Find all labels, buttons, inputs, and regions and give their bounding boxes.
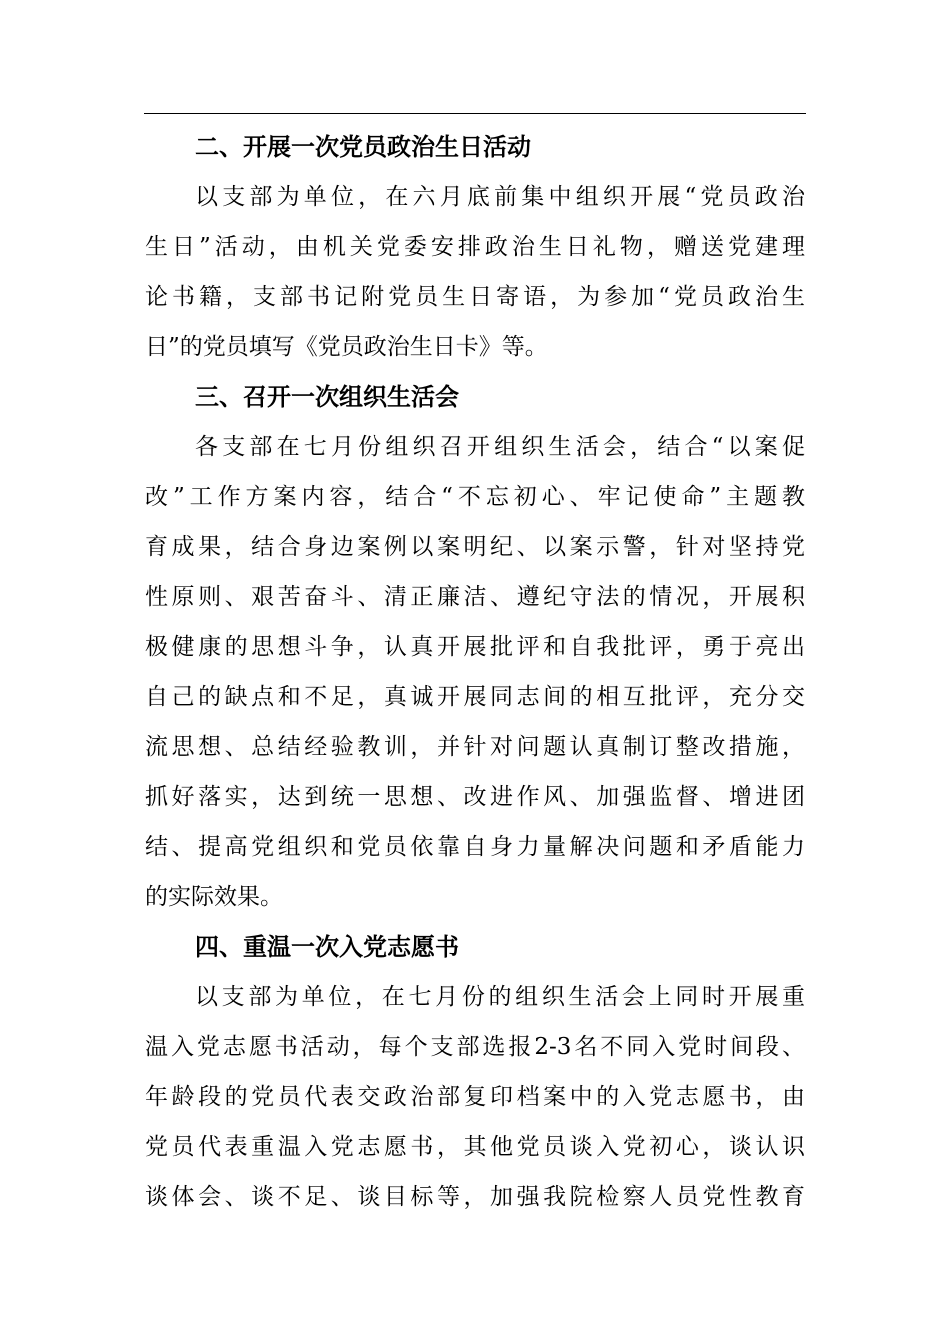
paragraph-line: 结、提高党组织和党员依靠自身力量解决问题和矛盾能力	[145, 834, 805, 860]
section-paragraph	[145, 422, 805, 922]
paragraph-line: 育成果，结合身边案例以案明纪、以案示警，针对坚持党	[145, 534, 805, 560]
paragraph-line: 温入党志愿书活动，每个支部选报2-3名不同入党时间段、	[145, 1034, 805, 1060]
paragraph-line: 流思想、总结经验教训，并针对问题认真制订整改措施，	[145, 734, 805, 760]
paragraph-line: 自己的缺点和不足，真诚开展同志间的相互批评，充分交	[145, 684, 805, 710]
paragraph-line: 以支部为单位，在七月份的组织生活会上同时开展重	[195, 984, 805, 1010]
paragraph-line: 改”工作方案内容，结合“不忘初心、牢记使命”主题教	[145, 484, 805, 510]
section-heading: 四、重温一次入党志愿书	[195, 933, 459, 961]
section-heading: 二、开展一次党员政治生日活动	[195, 133, 531, 161]
paragraph-line: 谈体会、谈不足、谈目标等，加强我院检察人员党性教育	[145, 1184, 805, 1210]
paragraph-line: 年龄段的党员代表交政治部复印档案中的入党志愿书，由	[145, 1084, 805, 1110]
paragraph-line: 各支部在七月份组织召开组织生活会，结合“以案促	[195, 434, 805, 460]
section-heading: 三、召开一次组织生活会	[195, 383, 459, 411]
paragraph-line: 极健康的思想斗争，认真开展批评和自我批评，勇于亮出	[145, 634, 805, 660]
header-rule	[144, 113, 806, 114]
paragraph-line: 生日”活动，由机关党委安排政治生日礼物，赠送党建理	[145, 234, 805, 260]
paragraph-line: 以支部为单位，在六月底前集中组织开展“党员政治	[195, 184, 805, 210]
paragraph-line: 性原则、艰苦奋斗、清正廉洁、遵纪守法的情况，开展积	[145, 584, 805, 610]
document-body	[145, 122, 805, 1222]
paragraph-line: 的实际效果。	[145, 884, 283, 910]
paragraph-line: 党员代表重温入党志愿书，其他党员谈入党初心，谈认识	[145, 1134, 805, 1160]
paragraph-line: 抓好落实，达到统一思想、改进作风、加强监督、增进团	[145, 784, 805, 810]
paragraph-line: 论书籍，支部书记附党员生日寄语，为参加“党员政治生	[145, 284, 805, 310]
section-paragraph	[145, 172, 805, 372]
paragraph-line: 日”的党员填写《党员政治生日卡》等。	[145, 334, 548, 360]
section-paragraph	[145, 972, 805, 1222]
